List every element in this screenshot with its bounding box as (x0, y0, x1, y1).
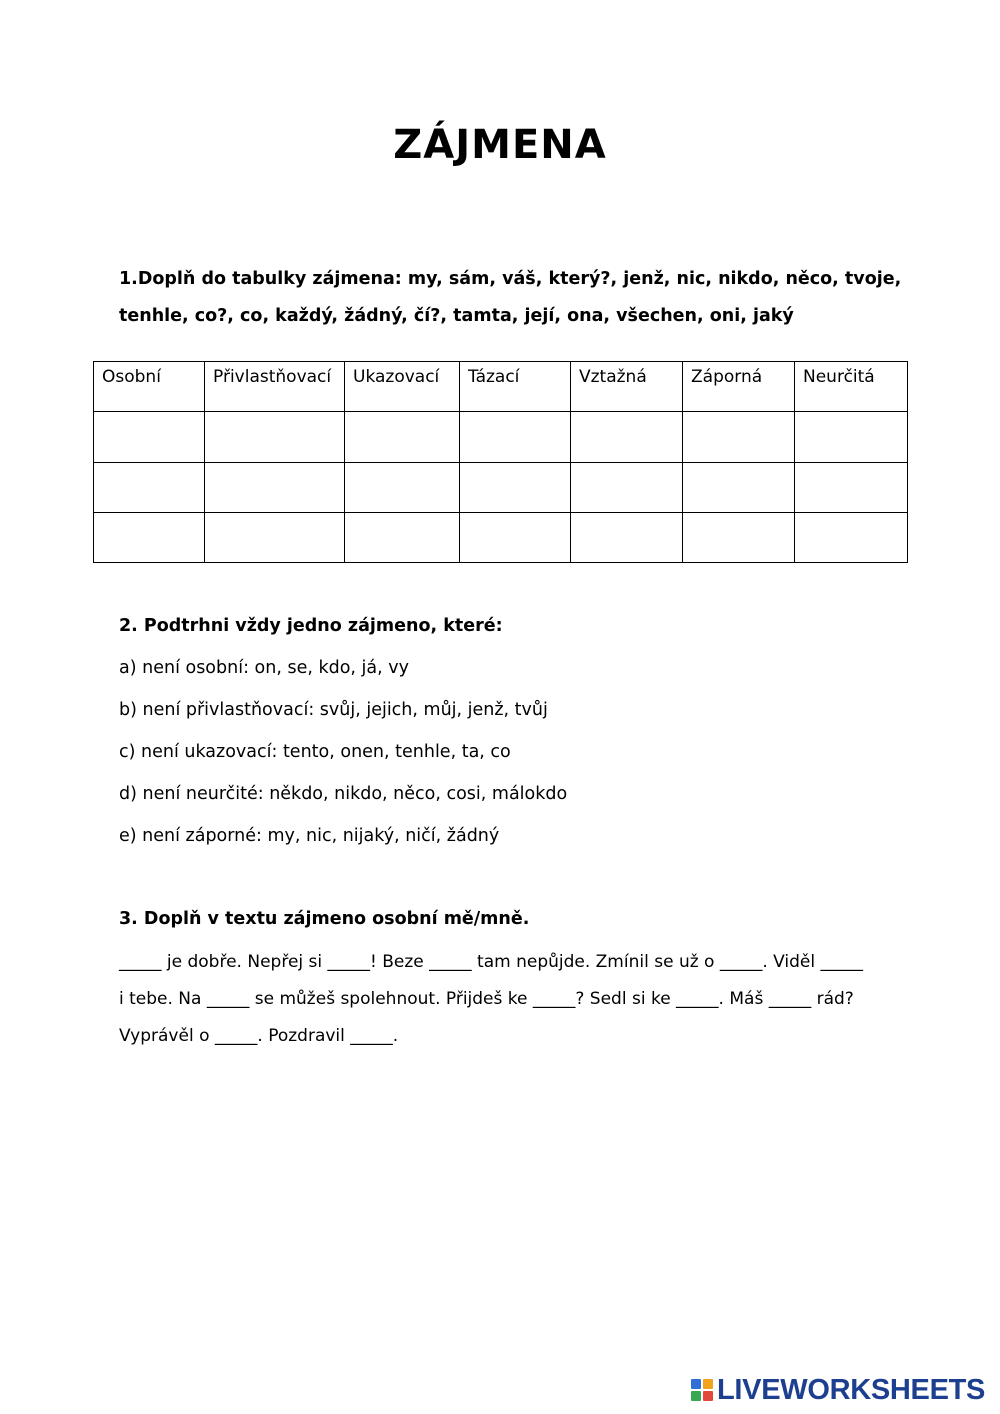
header-vztazna: Vztažná (571, 362, 683, 412)
exercise3-line3: Vyprávěl o _____. Pozdravil _____. (119, 1026, 399, 1046)
exercise2-item-e: e) není záporné: my, nic, nijaký, ničí, žádný (119, 826, 500, 846)
header-tazaci: Tázací (460, 362, 571, 412)
answer-cell[interactable] (460, 412, 571, 462)
answer-cell[interactable] (205, 462, 345, 512)
answer-cell[interactable] (683, 412, 795, 462)
table-row (94, 512, 908, 562)
exercise3-line1: _____ je dobře. Nepřej si _____! Beze _____ tam nepůjde. Zmínil se už o _____. Viděl _____ (119, 952, 864, 972)
table-row (94, 462, 908, 512)
answer-cell[interactable] (795, 462, 908, 512)
answer-cell[interactable] (460, 462, 571, 512)
logo-square (703, 1391, 713, 1401)
header-osobni: Osobní (94, 362, 205, 412)
header-ukazovaci: Ukazovací (345, 362, 460, 412)
logo-square (703, 1379, 713, 1389)
answer-cell[interactable] (205, 512, 345, 562)
answer-cell[interactable] (795, 512, 908, 562)
exercise2-item-b: b) není přivlastňovací: svůj, jejich, můj, jenž, tvůj (119, 700, 548, 720)
answer-cell[interactable] (345, 412, 460, 462)
exercise2-heading: 2. Podtrhni vždy jedno zájmeno, které: (119, 616, 503, 636)
header-privlastnovaci: Přivlastňovací (205, 362, 345, 412)
answer-cell[interactable] (683, 462, 795, 512)
answer-cell[interactable] (795, 412, 908, 462)
exercise1-instruction-line2: tenhle, co?, co, každý, žádný, čí?, tamta, její, ona, všechen, oni, jaký (119, 306, 794, 326)
answer-cell[interactable] (94, 412, 205, 462)
answer-cell[interactable] (345, 512, 460, 562)
header-zaporna: Záporná (683, 362, 795, 412)
exercise3-heading: 3. Doplň v textu zájmeno osobní mě/mně. (119, 909, 530, 929)
answer-cell[interactable] (571, 512, 683, 562)
answer-cell[interactable] (683, 512, 795, 562)
exercise1-instruction-line1: 1.Doplň do tabulky zájmena: my, sám, váš, který?, jenž, nic, nikdo, něco, tvoje, (119, 269, 902, 289)
pronoun-table (93, 361, 908, 563)
logo-square (691, 1379, 701, 1389)
exercise2-item-c: c) není ukazovací: tento, onen, tenhle, ta, co (119, 742, 511, 762)
header-neurcita: Neurčitá (795, 362, 908, 412)
logo-mark-icon (691, 1379, 713, 1401)
answer-cell[interactable] (205, 412, 345, 462)
table-header-row (94, 362, 908, 412)
exercise2-item-a: a) není osobní: on, se, kdo, já, vy (119, 658, 409, 678)
answer-cell[interactable] (571, 412, 683, 462)
answer-cell[interactable] (571, 462, 683, 512)
answer-cell[interactable] (94, 512, 205, 562)
table-row (94, 412, 908, 462)
answer-cell[interactable] (94, 462, 205, 512)
exercise3-line2: i tebe. Na _____ se můžeš spolehnout. Přijdeš ke _____? Sedl si ke _____. Máš _____ rád? (119, 989, 854, 1009)
logo-text: LIVEWORKSHEETS (717, 1373, 986, 1406)
answer-cell[interactable] (460, 512, 571, 562)
page-title: ZÁJMENA (393, 122, 607, 168)
liveworksheets-logo (691, 1375, 985, 1405)
logo-square (691, 1391, 701, 1401)
exercise2-item-d: d) není neurčité: někdo, nikdo, něco, cosi, málokdo (119, 784, 568, 804)
answer-cell[interactable] (345, 462, 460, 512)
